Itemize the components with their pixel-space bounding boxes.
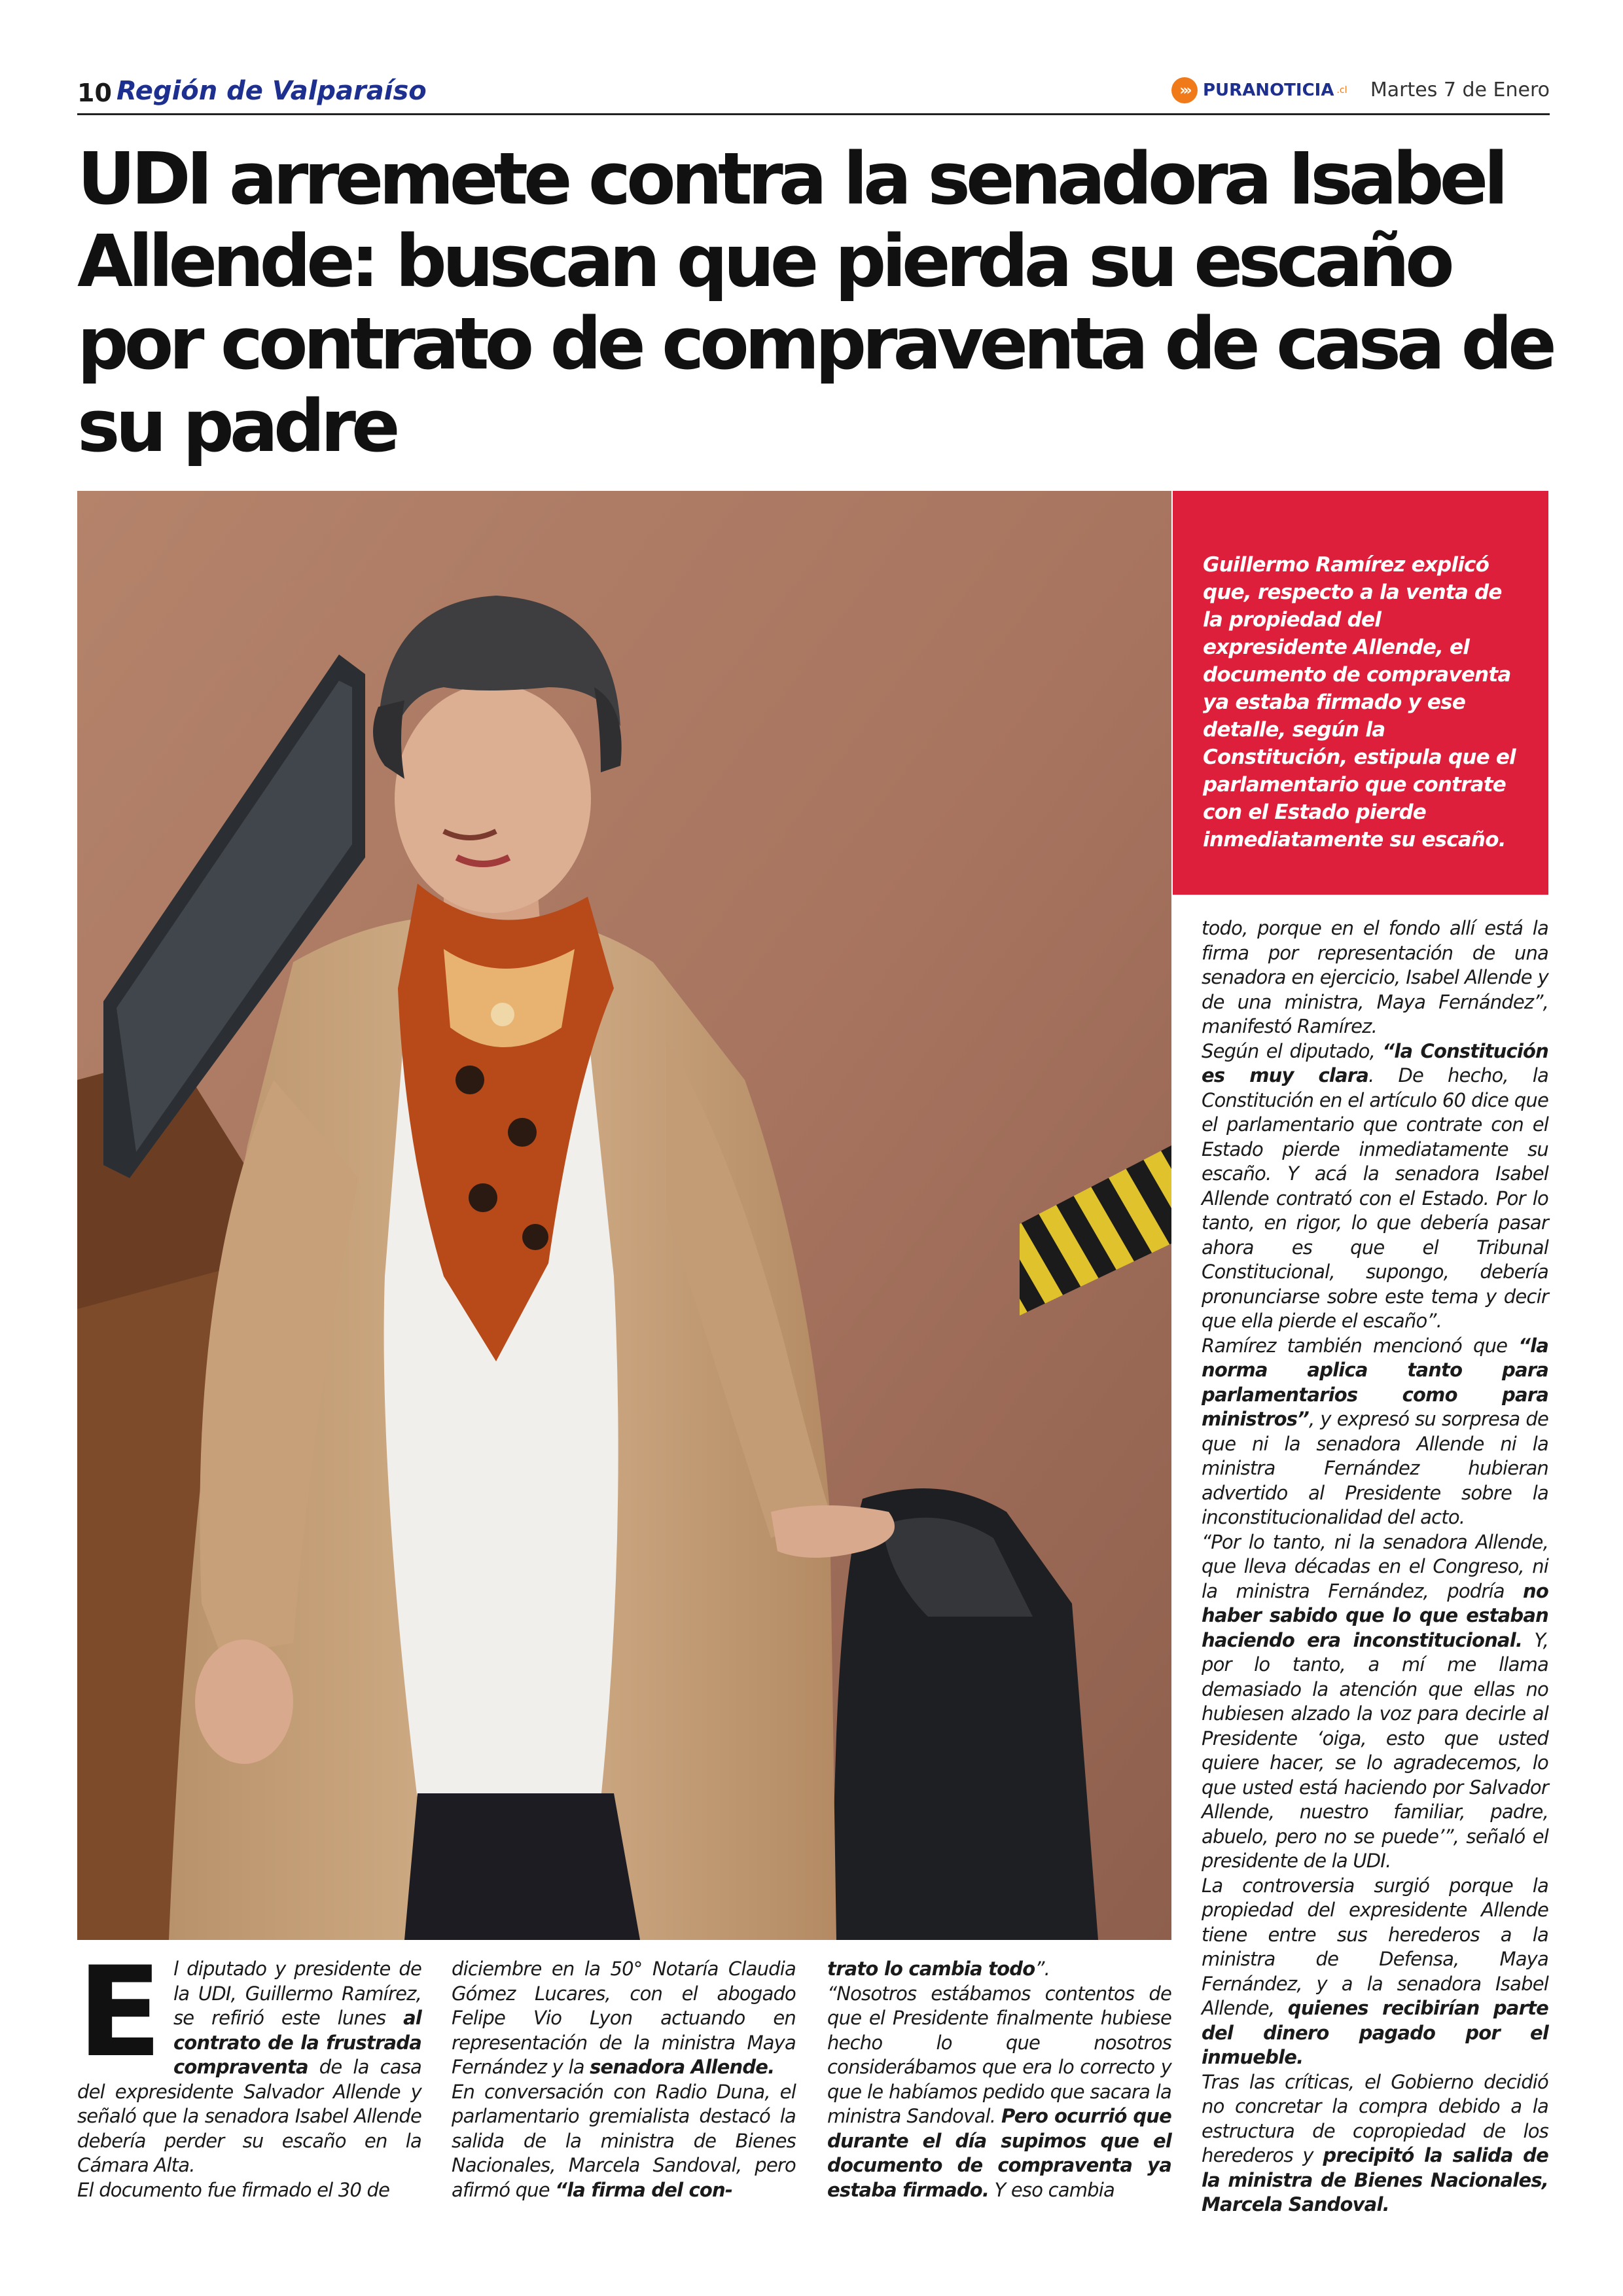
logo-suffix: .cl xyxy=(1336,85,1347,96)
text-run: Y eso cambia xyxy=(989,2178,1115,2201)
article-photo xyxy=(77,491,1171,1940)
page-header xyxy=(77,73,1550,113)
page-number: 10 xyxy=(77,79,112,107)
article-paragraph xyxy=(77,1940,421,2178)
article-paragraph: todo, porque en el fondo allí está la firma por representación de una senadora en ejercicio, Isabel Allende y de una ministra, Maya Fernández”, manifestó Ramírez. xyxy=(1202,917,1548,1037)
bold-text-run: no haber sabido que lo que estaban haciendo era inconstitucional. xyxy=(1202,1579,1548,1651)
text-run: “Nosotros estábamos contentos de que el Presidente finalmente hubiese hecho lo que nosotros considerábamos que era lo correcto y que le habíamos pedido que sacara la ministra Sandoval. xyxy=(827,1982,1171,2127)
text-run: ”. xyxy=(1035,1958,1050,1980)
text-run: En conversación con Radio Duna, el parlamentario gremialista destacó la salida de la ministra de Bienes Nacionales, Marcela Sandoval, pero afirmó que xyxy=(452,2080,796,2201)
bold-text-run: Pero ocurrió que durante el día supimos que el documento de compraventa ya estaba firmado. xyxy=(827,2105,1172,2201)
article-paragraph xyxy=(1202,1334,1548,1530)
bold-text-run: al contrato de la frustrada compraventa xyxy=(173,2007,421,2078)
issue-date: Martes 7 de Enero xyxy=(1370,79,1550,101)
text-run: , y expresó su sorpresa de que ni la senadora Allende ni la ministra Fernández hubieran advertido al Presidente sobre la inconstitucionalidad del acto. xyxy=(1202,1408,1548,1528)
logo-name: PURANOTICIA xyxy=(1203,81,1334,100)
article-paragraph xyxy=(827,1982,1171,2203)
article-paragraph xyxy=(1202,2070,1548,2217)
text-run: La controversia surgió porque la propiedad del expresidente Allende tiene entre sus herederos a la ministra de Defensa, Maya Fernández, y a la senadora Isabel Allende, xyxy=(1202,1874,1548,2019)
text-run: Ramírez también mencionó que xyxy=(1202,1334,1519,1357)
publication-logo xyxy=(1171,77,1347,103)
article-paragraph xyxy=(452,1957,796,2080)
article-paragraph xyxy=(1202,1874,1548,2070)
text-run: de la casa del expresidente Salvador Allende y señaló que la senadora Isabel Allende debería perder su escaño en la Cámara Alta. xyxy=(77,2056,421,2176)
text-run: Tras las críticas, el Gobierno decidió no concretar la compra debido a la estructura de copropiedad de los herederos y xyxy=(1202,2070,1548,2166)
section-title: Región de Valparaíso xyxy=(116,76,427,106)
drop-cap: E xyxy=(77,1940,162,2085)
article-paragraph xyxy=(827,1957,1171,1982)
text-run: Y, por lo tanto, a mí me llama demasiado la atención que ellas no hubiesen alzado la voz para decirle al Presidente ‘oiga, esto que usted quiere hacer, se lo agradecemos, lo que usted está haciendo por Salvador Allende, nuestro familiar, padre, abuelo, pero no se puede’”, señaló el presidente de la UDI. xyxy=(1202,1628,1548,1872)
header-divider xyxy=(77,113,1550,115)
article-column-2 xyxy=(452,1957,796,2202)
bold-text-run: senadora Allende. xyxy=(590,2056,775,2078)
article-column-1 xyxy=(77,1940,421,2202)
article-paragraph xyxy=(1202,1530,1548,1874)
article-paragraph: El documento fue firmado el 30 de xyxy=(77,2178,390,2201)
text-run: Según el diputado, xyxy=(1202,1039,1383,1062)
text-run: l diputado y presidente de la UDI, Guillermo Ramírez, se refirió este lunes xyxy=(173,1958,421,2029)
bold-text-run: precipitó la salida de la ministra de Bienes Nacionales, Marcela Sandoval. xyxy=(1202,2144,1548,2215)
article-column-3 xyxy=(827,1957,1171,2202)
bold-text-run: “la norma aplica tanto para parlamentarios como para ministros” xyxy=(1202,1334,1548,1430)
triple-chevron-icon: ››› xyxy=(1171,77,1198,103)
pull-quote-box xyxy=(1173,491,1548,895)
article-paragraph xyxy=(1202,1039,1548,1334)
article-headline: UDI arremete contra la senadora Isabel Allende: buscan que pierda su escaño por contrato de compraventa de casa de su padre xyxy=(77,137,1552,468)
pull-quote-text: Guillermo Ramírez explicó que, respecto a la venta de la propiedad del expresidente Allende, el documento de compraventa ya estaba firmado y ese detalle, según la Constitución, estipula que el parlamentario que contrate con el Estado pierde inmediatamente su escaño. xyxy=(1203,553,1516,852)
bold-text-run: trato lo cambia todo xyxy=(827,1958,1035,1980)
text-run: “Por lo tanto, ni la senadora Allende, que lleva décadas en el Congreso, ni la ministra Fernández, podría xyxy=(1202,1530,1548,1602)
article-column-4 xyxy=(1202,916,1548,2217)
text-run: diciembre en la 50° Notaría Claudia Gómez Lucares, con el abogado Felipe Vio Lyon actuando en representación de la ministra Maya Fernández y la xyxy=(452,1958,796,2078)
text-run: . De hecho, la Constitución en el artículo 60 dice que el parlamentario que contrate con el Estado pierde inmediatamente su escaño. Y acá la senadora Isabel Allende contrató con el Estado. Por lo tanto, en rigor, lo que debería pasar ahora es que el Tribunal Constitucional, supongo, debería pronunciarse sobre este tema y decir que ella pierde el escaño”. xyxy=(1202,1064,1548,1332)
bold-text-run: “la firma del con- xyxy=(555,2178,733,2201)
article-paragraph xyxy=(452,2080,796,2203)
bold-text-run: “la Constitución es muy clara xyxy=(1202,1039,1548,1086)
bold-text-run: quienes recibirían parte del dinero pagado por el inmueble. xyxy=(1202,1997,1548,2068)
